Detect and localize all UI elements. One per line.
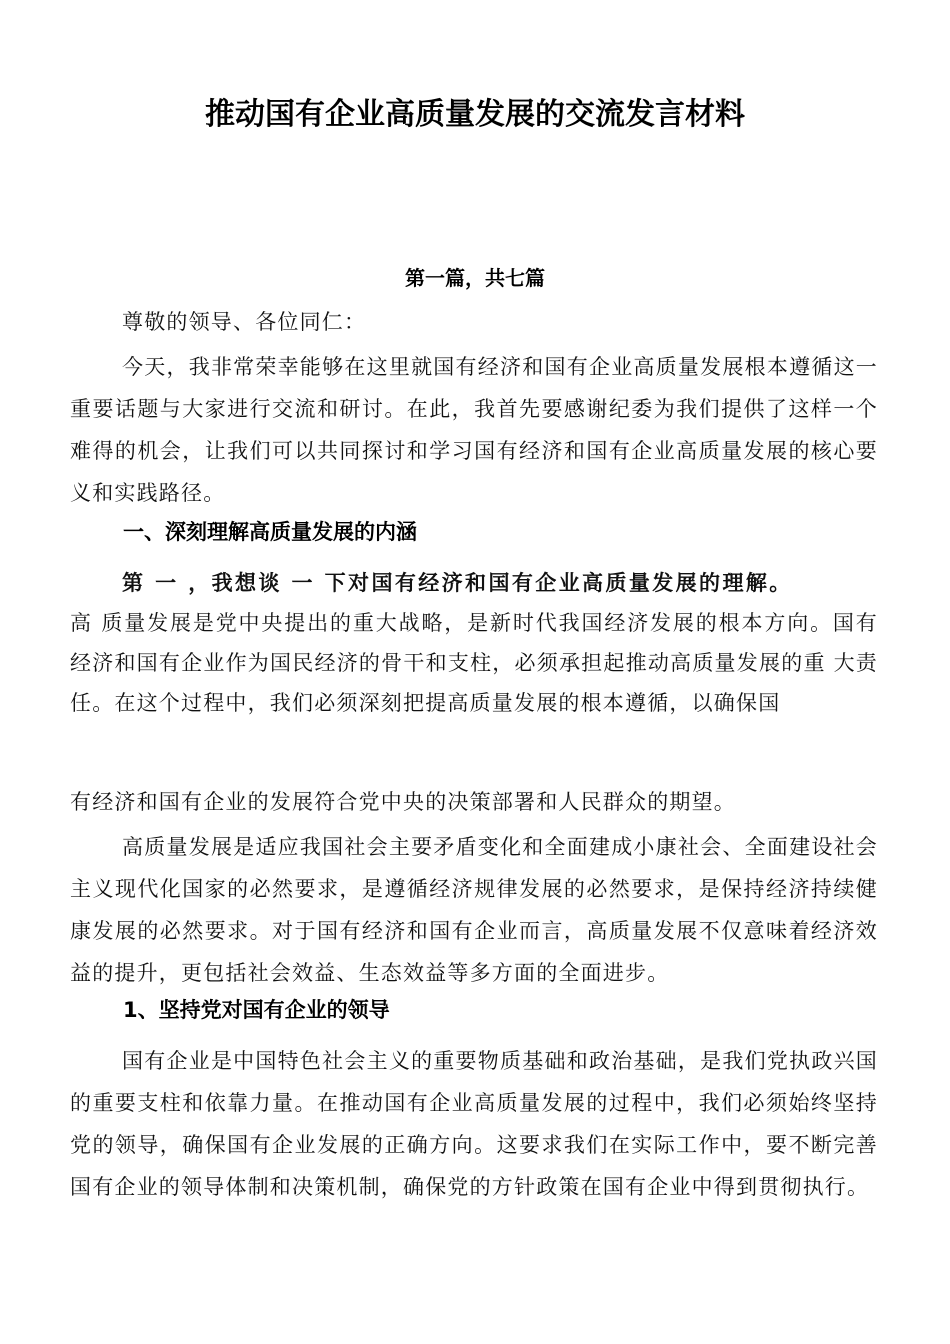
document-title: 推动国有企业高质量发展的交流发言材料 [205, 97, 745, 132]
section-heading-1: 一、深刻理解高质量发展的内涵 [123, 520, 417, 544]
paragraph-body: 高 质量发展是党中央提出的重大战略，是新时代我国经济发展的根本方向。国有 经济和国有企业作为国民经济的骨干和支柱，必须承担起推动高质量发展的重 大责任。在这个过程中，我们必须深刻把提高质量发展的根本遵循，以确保国 [70, 611, 878, 715]
paragraph-requirements: 高质量发展是适应我国社会主要矛盾变化和全面建成小康社会、全面建设社会主义现代化国家的必然要求，是遵循经济规律发展的必然要求，是保持经济持续健康发展的必然要求。对于国有经济和国有企业而言，高质量发展不仅意味着经济效益的提升，更包括社会效益、生态效益等多方面的全面进步。 [70, 835, 878, 985]
paragraph-lead-sentence: 第 一 ，我想谈 一 下对国有经济和国有企业高质量发展的理解。 [122, 570, 793, 595]
paragraph-understanding [70, 563, 878, 723]
paragraph-continuation: 有经济和国有企业的发展符合党中央的决策部署和人民群众的期望。 [70, 790, 736, 814]
document-subtitle: 第一篇，共七篇 [405, 266, 545, 290]
section-heading-2: 1、坚持党对国有企业的领导 [123, 998, 390, 1022]
paragraph-intro: 今天，我非常荣幸能够在这里就国有经济和国有企业高质量发展根本遵循这一重要话题与大家进行交流和研讨。在此，我首先要感谢纪委为我们提供了这样一个难得的机会，让我们可以共同探讨和学习国有经济和国有企业高质量发展的核心要义和实践路径。 [70, 355, 878, 505]
salutation: 尊敬的领导、各位同仁： [122, 310, 367, 334]
paragraph-party-leadership: 国有企业是中国特色社会主义的重要物质基础和政治基础，是我们党执政兴国的重要支柱和依靠力量。在推动国有企业高质量发展的过程中，我们必须始终坚持党的领导，确保国有企业发展的正确方向。这要求我们在实际工作中，要不断完善国有企业的领导体制和决策机制，确保党的方针政策在国有企业中得到贯彻执行。 [70, 1049, 878, 1199]
